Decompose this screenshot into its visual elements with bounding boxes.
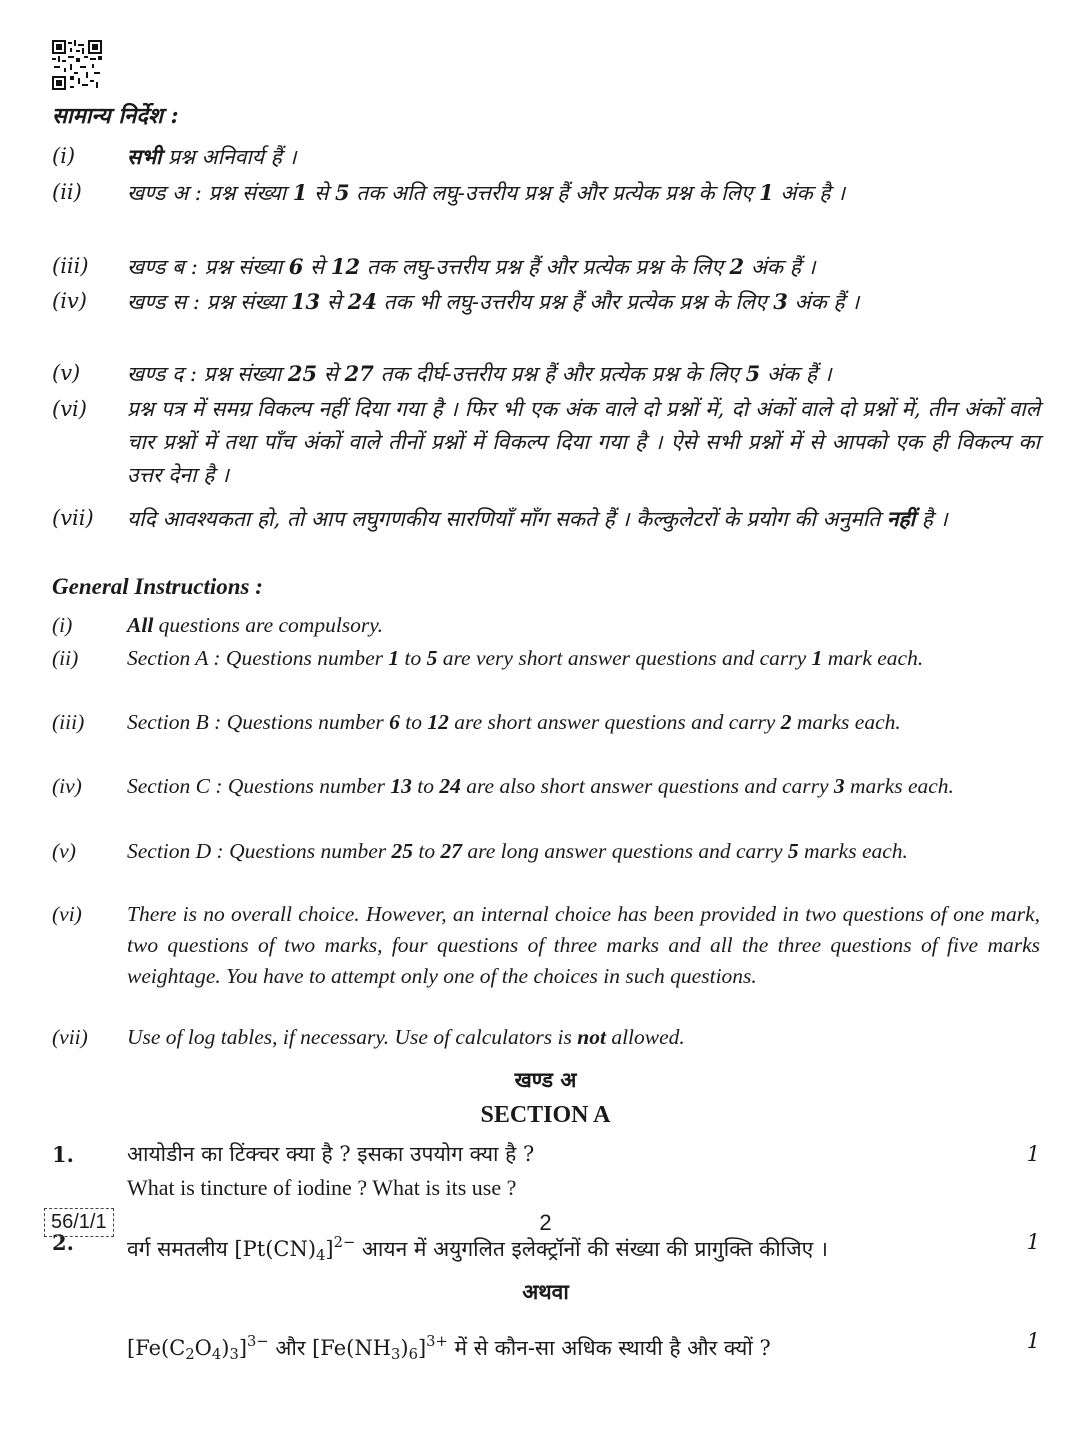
- question-text: वर्ग समतलीय $[Pt(CN)_4]^{2-}$ आयन में अयुगलित इलेक्ट्रॉनों की संख्या की प्रागुक्ति कीजिए ।: [127, 1234, 828, 1265]
- instruction-number: (v): [52, 839, 76, 863]
- question-text-english: What is tincture of iodine ? What is its use ?: [127, 1175, 517, 1200]
- instruction-text: All questions are compulsory.: [127, 613, 384, 637]
- instruction-number: (i): [52, 613, 73, 637]
- instruction-text: प्रश्न पत्र में समग्र विकल्प नहीं दिया गया है । फिर भी एक अंक वाले दो प्रश्नों में, दो अंकों वाले दो प्रश्नों में, तीन अंकों वाले चार प्रश्नों में तथा पाँच अंकों वाले तीनों प्रश्नों में विकल्प दिया गया है । ऐसे सभी प्रश्नों में से आपको एक ही विकल्प का उत्तर देना है ।: [127, 397, 1040, 487]
- instruction-text: सभी प्रश्न अनिवार्य हैं ।: [127, 144, 297, 169]
- instruction-item: [52, 643, 1040, 674]
- marks: 1: [1026, 1329, 1040, 1353]
- instruction-item: [52, 285, 1040, 319]
- instruction-number: (vi): [52, 902, 82, 926]
- instruction-item: [52, 357, 1040, 391]
- instruction-text: खण्ड द : प्रश्न संख्या 25 से 27 तक दीर्घ-उत्तरीय प्रश्न हैं और प्रत्येक प्रश्न के लिए 5 अंक हैं ।: [127, 361, 832, 386]
- instruction-item: [52, 176, 1040, 210]
- instruction-item: [52, 610, 1040, 641]
- instruction-text: खण्ड स : प्रश्न संख्या 13 से 24 तक भी लघु-उत्तरीय प्रश्न हैं और प्रत्येक प्रश्न के लिए 3 अंक हैं ।: [127, 289, 860, 314]
- instruction-number: (vi): [52, 397, 87, 421]
- hindi-instructions-heading: सामान्य निर्देश :: [52, 103, 179, 129]
- section-title-hindi: खण्ड अ: [514, 1067, 577, 1092]
- instruction-text: Section B : Questions number 6 to 12 are short answer questions and carry 2 marks each.: [127, 710, 901, 734]
- instruction-item: [52, 393, 1040, 492]
- question-number: 1.: [52, 1142, 74, 1167]
- instruction-text: खण्ड अ : प्रश्न संख्या 1 से 5 तक अति लघु-उत्तरीय प्रश्न हैं और प्रत्येक प्रश्न के लिए 1 अंक है ।: [127, 180, 846, 205]
- instruction-number: (iii): [52, 254, 89, 278]
- question-text: $[Fe(C_2O_4)_3]^{3-}$ और $[Fe(NH_3)_6]^{3+}$ में से कौन-सा अधिक स्थायी है और क्यों ?: [127, 1333, 771, 1364]
- instruction-item: [52, 502, 1040, 536]
- instruction-text: Section A : Questions number 1 to 5 are very short answer questions and carry 1 mark each.: [127, 646, 924, 670]
- question-number: 2.: [52, 1230, 74, 1255]
- instruction-text: Section C : Questions number 13 to 24 are also short answer questions and carry 3 marks each.: [127, 774, 954, 798]
- page-number: 2: [539, 1210, 552, 1235]
- instruction-number: (vii): [52, 1025, 88, 1049]
- instruction-item: [52, 707, 1040, 738]
- instruction-text: खण्ड ब : प्रश्न संख्या 6 से 12 तक लघु-उत्तरीय प्रश्न हैं और प्रत्येक प्रश्न के लिए 2 अंक हैं ।: [127, 254, 816, 279]
- instruction-item: [52, 250, 1040, 284]
- question-2-alternative: [52, 1325, 1040, 1371]
- instruction-text: There is no overall choice. However, an internal choice has been provided in two questions of one mark, two questions of two marks, four questions of three marks and all the three questions of five marks weightage. You have to attempt only one of the choices in such questions.: [127, 902, 1040, 988]
- instruction-number: (iii): [52, 710, 85, 734]
- instruction-item: [52, 836, 1040, 867]
- or-label: अथवा: [522, 1279, 569, 1304]
- question-text-hindi: आयोडीन का टिंक्चर क्या है ? इसका उपयोग क्या है ?: [127, 1142, 535, 1166]
- instruction-number: (iv): [52, 774, 82, 798]
- instruction-item: [52, 899, 1040, 992]
- question-1: [52, 1138, 1040, 1204]
- instruction-number: (iv): [52, 289, 87, 313]
- instruction-text: Use of log tables, if necessary. Use of calculators is not allowed.: [127, 1025, 685, 1049]
- instruction-number: (ii): [52, 180, 82, 204]
- instruction-number: (ii): [52, 646, 79, 670]
- qr-code: [52, 40, 102, 90]
- instruction-item: [52, 771, 1040, 802]
- instruction-item: [52, 140, 1040, 174]
- marks: 1: [1026, 1142, 1040, 1166]
- instruction-item: [52, 1022, 1040, 1053]
- marks: 1: [1026, 1230, 1040, 1254]
- section-title-english: SECTION A: [480, 1102, 611, 1128]
- instruction-text: Section D : Questions number 25 to 27 are long answer questions and carry 5 marks each.: [127, 839, 908, 863]
- instruction-number: (i): [52, 144, 76, 168]
- instruction-text: यदि आवश्यकता हो, तो आप लघुगणकीय सारणियाँ माँग सकते हैं । कैल्कुलेटरों के प्रयोग की अनुमति नहीं है ।: [127, 506, 948, 531]
- english-instructions-heading: General Instructions :: [52, 574, 263, 599]
- paper-code: 56/1/1: [44, 1208, 114, 1237]
- instruction-number: (vii): [52, 506, 94, 530]
- instruction-number: (v): [52, 361, 81, 385]
